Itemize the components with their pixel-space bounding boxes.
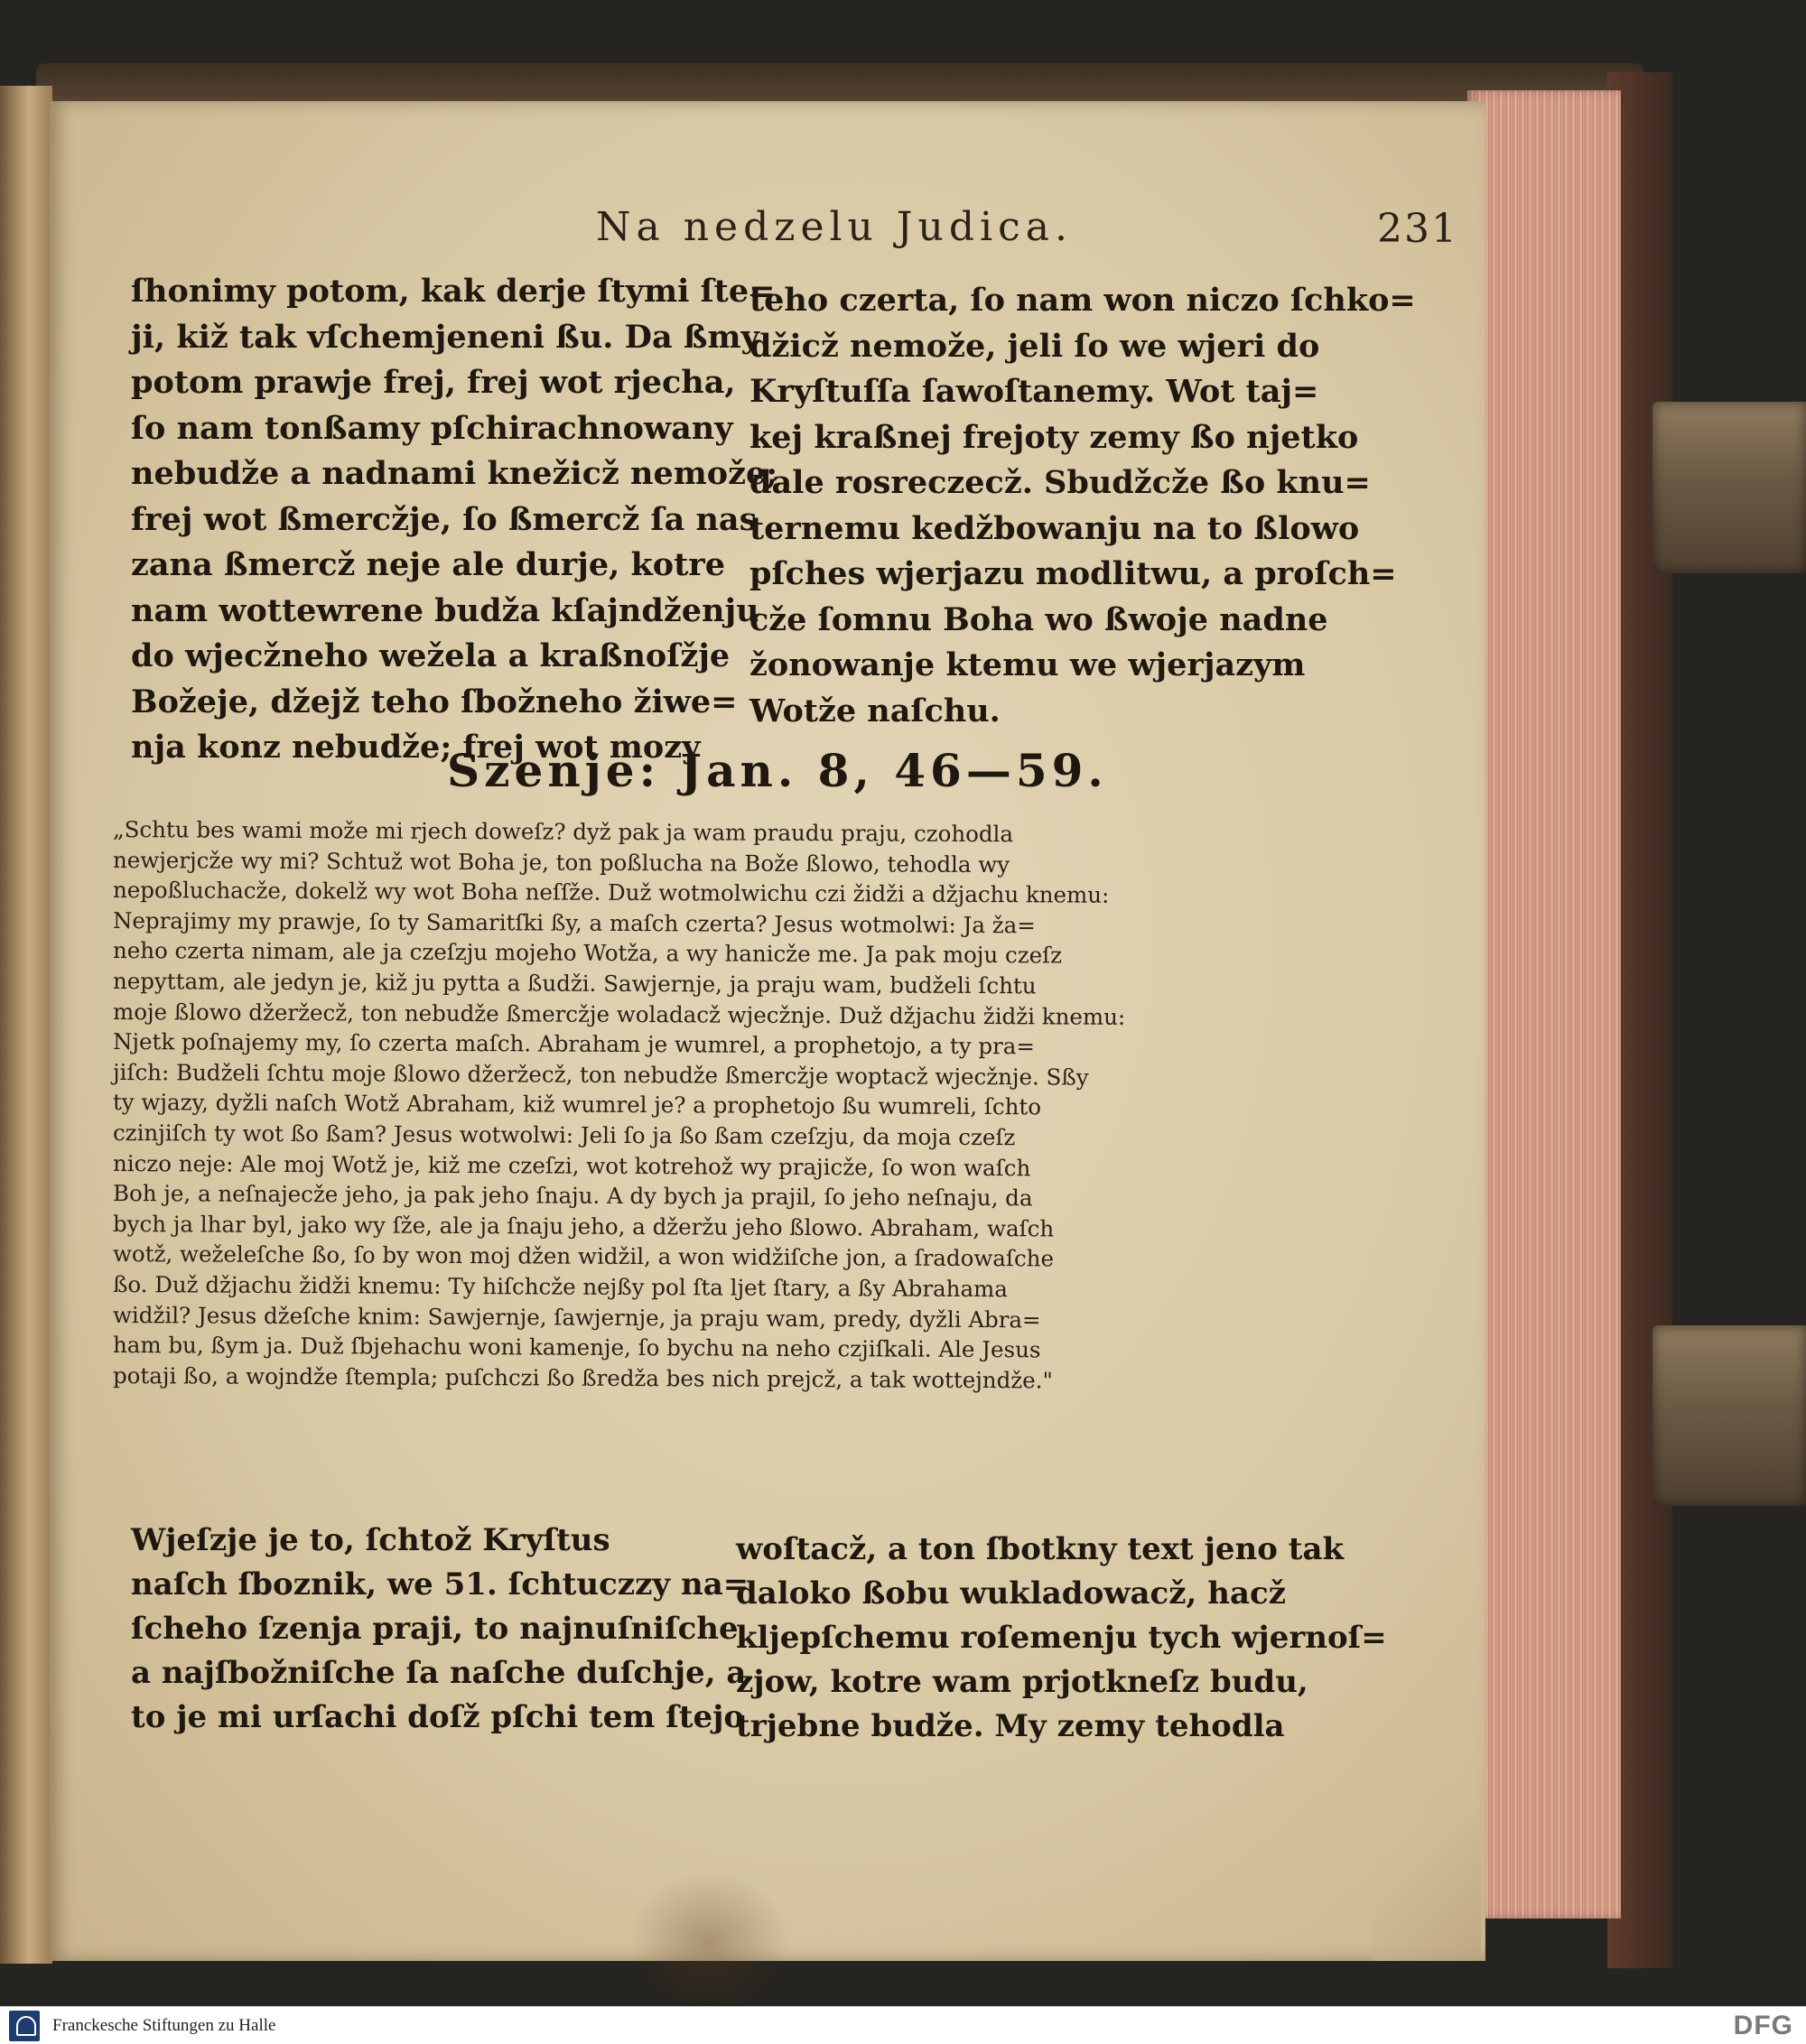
text-line: pſches wjerjazu modlitwu, a proſch=: [749, 555, 1397, 592]
running-header: [555, 199, 1458, 256]
scripture-passage: [112, 814, 1413, 1394]
attribution-bar: [0, 2006, 1806, 2044]
text-line: ſo nam tonßamy pſchirachnowany: [131, 409, 733, 447]
scripture-line: moje ßlowo džeržecž, ton nebudže ßmercžje woladacž wjecžnje. Duž džjachu židži knemu:: [112, 998, 1126, 1030]
text-line: Wjeſzje je to, ſchtož Kryſtus: [131, 1522, 610, 1558]
scripture-line: Njetk poſnajemy my, ſo czerta maſch. Abraham je wumrel, a prophetojo, a ty pra=: [112, 1028, 1036, 1060]
text-line: to je mi urſachi doſž pſchi tem ſtejo: [131, 1699, 745, 1735]
text-line: kej kraßnej frejoty zemy ßo njetko: [749, 418, 1359, 456]
text-line: ternemu kedžbowanju na to ßlowo: [749, 509, 1360, 547]
text-line: ji, kiž tak vſchemjeneni ßu. Da ßmy: [131, 318, 759, 356]
scripture-line: potaji ßo, a wojndže ſtempla; puſchczi ßo ßredža bes nich prejcž, a tak wottejndže.": [112, 1361, 1053, 1394]
running-title: Na nedzelu Judica.: [596, 204, 1073, 250]
scripture-line: neho czerta nimam, ale ja czeſzju mojeho Wotža, a wy hanicže me. Ja pak moju czeſz: [112, 937, 1063, 969]
scripture-line: niczo neje: Ale moj Wotž je, kiž me czeſzi, wot kotrehož wy prajicže, ſo won waſch: [112, 1149, 1031, 1181]
scripture-line: Boh je, a neſnajecže jeho, ja pak jeho ſnaju. A dy bych ja prajil, ſo jeho neſnaju, da: [112, 1180, 1033, 1212]
column-bottom-left: [131, 1519, 763, 1740]
scripture-line: newjerjcže wy mi? Schtuž wot Boha je, ton poßlucha na Bože ßlowo, tehodla wy: [112, 846, 1010, 878]
text-line: trjebne budže. My zemy tehodla: [736, 1708, 1285, 1744]
scripture-line: bych ja lhar byl, jako wy ſže, ale ja ſnaju jeho, a džeržu jeho ßlowo. Abraham, waſch: [112, 1210, 1055, 1242]
page-number: 231: [1377, 206, 1458, 252]
scripture-line: nepoßluchacže, dokelž wy wot Boha neſſže. Duž wotmolwichu czi židži a džjachu knemu:: [112, 877, 1110, 908]
text-line: potom prawje frej, frej wot rjecha,: [131, 364, 736, 401]
book-clasp-lower: [1652, 1325, 1806, 1506]
text-line: džicž nemože, jeli ſo we wjeri do: [749, 327, 1320, 365]
page-fore-edge: [1467, 90, 1621, 1919]
institution-name: Franckesche Stiftungen zu Halle: [52, 2016, 276, 2035]
text-line: Kryſtuſſa ſawoſtanemy. Wot taj=: [749, 373, 1319, 410]
text-line: daloko ßobu wukladowacž, hacž: [736, 1575, 1286, 1612]
institution-logo-icon: [9, 2011, 40, 2041]
text-line: do wjecžneho wežela a kraßnoſžje: [131, 637, 731, 674]
text-line: dale rosreczecž. Sbudžcže ßo knu=: [749, 464, 1371, 501]
scripture-line: ßo. Duž džjachu židži knemu: Ty hiſchcže nejßy pol ſta ljet ſtary, a ßy Abrahama: [112, 1270, 1009, 1303]
scripture-line: ham bu, ßym ja. Duž ſbjehachu woni kamenje, ſo bychu na neho czjiſkali. Ale Jesus: [112, 1332, 1041, 1363]
scripture-line: jiſch: Budželi ſchtu moje ßlowo džeržecž, ton nebudže ßmercžje woptacž wjecžnje. Sßy: [112, 1058, 1089, 1091]
paper-stain: [628, 1871, 790, 2006]
text-line: kljepſchemu roſemenju tych wjernoſ=: [736, 1620, 1387, 1656]
column-top-left: [131, 269, 778, 771]
text-line: zjow, kotre wam prjotkneſz budu,: [736, 1664, 1308, 1700]
scripture-line: ty wjazy, dyžli naſch Wotž Abraham, kiž wumrel je? a prophetojo ßu wumreli, ſchto: [112, 1089, 1042, 1120]
text-line: žonowanje ktemu we wjerjazym: [749, 646, 1306, 683]
scripture-line: Neprajimy my prawje, ſo ty Samaritſki ßy, a maſch czerta? Jesus wotmolwi: Ja ža=: [112, 906, 1036, 939]
scripture-line: „Schtu bes wami može mi rjech doweſz? dyž pak ja wam praudu praju, czohodla: [112, 816, 1014, 848]
text-line: woſtacž, a ton ſbotkny text jeno tak: [736, 1531, 1345, 1567]
scripture-line: widžil? Jesus džeſche knim: Sawjernje, ſawjernje, ja praju wam, predy, dyžli Abra=: [112, 1301, 1041, 1333]
text-line: nam wottewrene budža kſajndženju: [131, 591, 759, 629]
text-line: a najſbožniſche ſa naſche duſchje, a: [131, 1655, 747, 1691]
printed-page: [50, 101, 1485, 1961]
scripture-line: czinjiſch ty wot ßo ßam? Jesus wotwolwi: Jeli ſo ja ßo ßam czeſzju, da moja czeſz: [112, 1119, 1016, 1151]
text-line: naſch ſboznik, we 51. ſchtuczzy na=: [131, 1566, 749, 1603]
text-line: teho czerta, ſo nam won niczo ſchko=: [749, 282, 1416, 319]
text-line: ſhonimy potom, kak derje ſtymi ſte=: [131, 273, 776, 310]
book-clasp-upper: [1652, 402, 1806, 573]
text-line: Wotže naſchu.: [749, 692, 1001, 729]
column-top-right: [749, 278, 1416, 734]
text-line: nja konz nebudže; frej wot mozy: [131, 729, 701, 766]
scripture-line: nepyttam, ale jedyn je, kiž ju pytta a ßudži. Sawjernje, ja praju wam, budželi ſchtu: [112, 967, 1037, 999]
text-line: ſcheho ſzenja praji, to najnuſniſche: [131, 1611, 739, 1647]
section-heading: Szenje: Jan. 8, 46—59.: [447, 744, 1108, 797]
text-line: Božeje, džejž teho ſbožneho žiwe=: [131, 683, 738, 720]
text-line: frej wot ßmercžje, ſo ßmercž ſa nas: [131, 500, 758, 538]
folded-page-corner: [1373, 1771, 1481, 1961]
text-line: nebudže a nadnami knežicž nemože;: [131, 455, 778, 492]
facing-page-edge: [0, 86, 52, 1964]
dfg-logo: DFG: [1733, 2011, 1793, 2040]
scripture-line: wotž, weželeſche ßo, ſo by won moj džen widžil, a won widžiſche jon, a ſradowaſche: [112, 1240, 1055, 1272]
text-line: zana ßmercž neje ale durje, kotre: [131, 546, 725, 583]
column-bottom-right: [736, 1528, 1395, 1749]
text-line: cže ſomnu Boha wo ßwoje nadne: [749, 600, 1328, 638]
